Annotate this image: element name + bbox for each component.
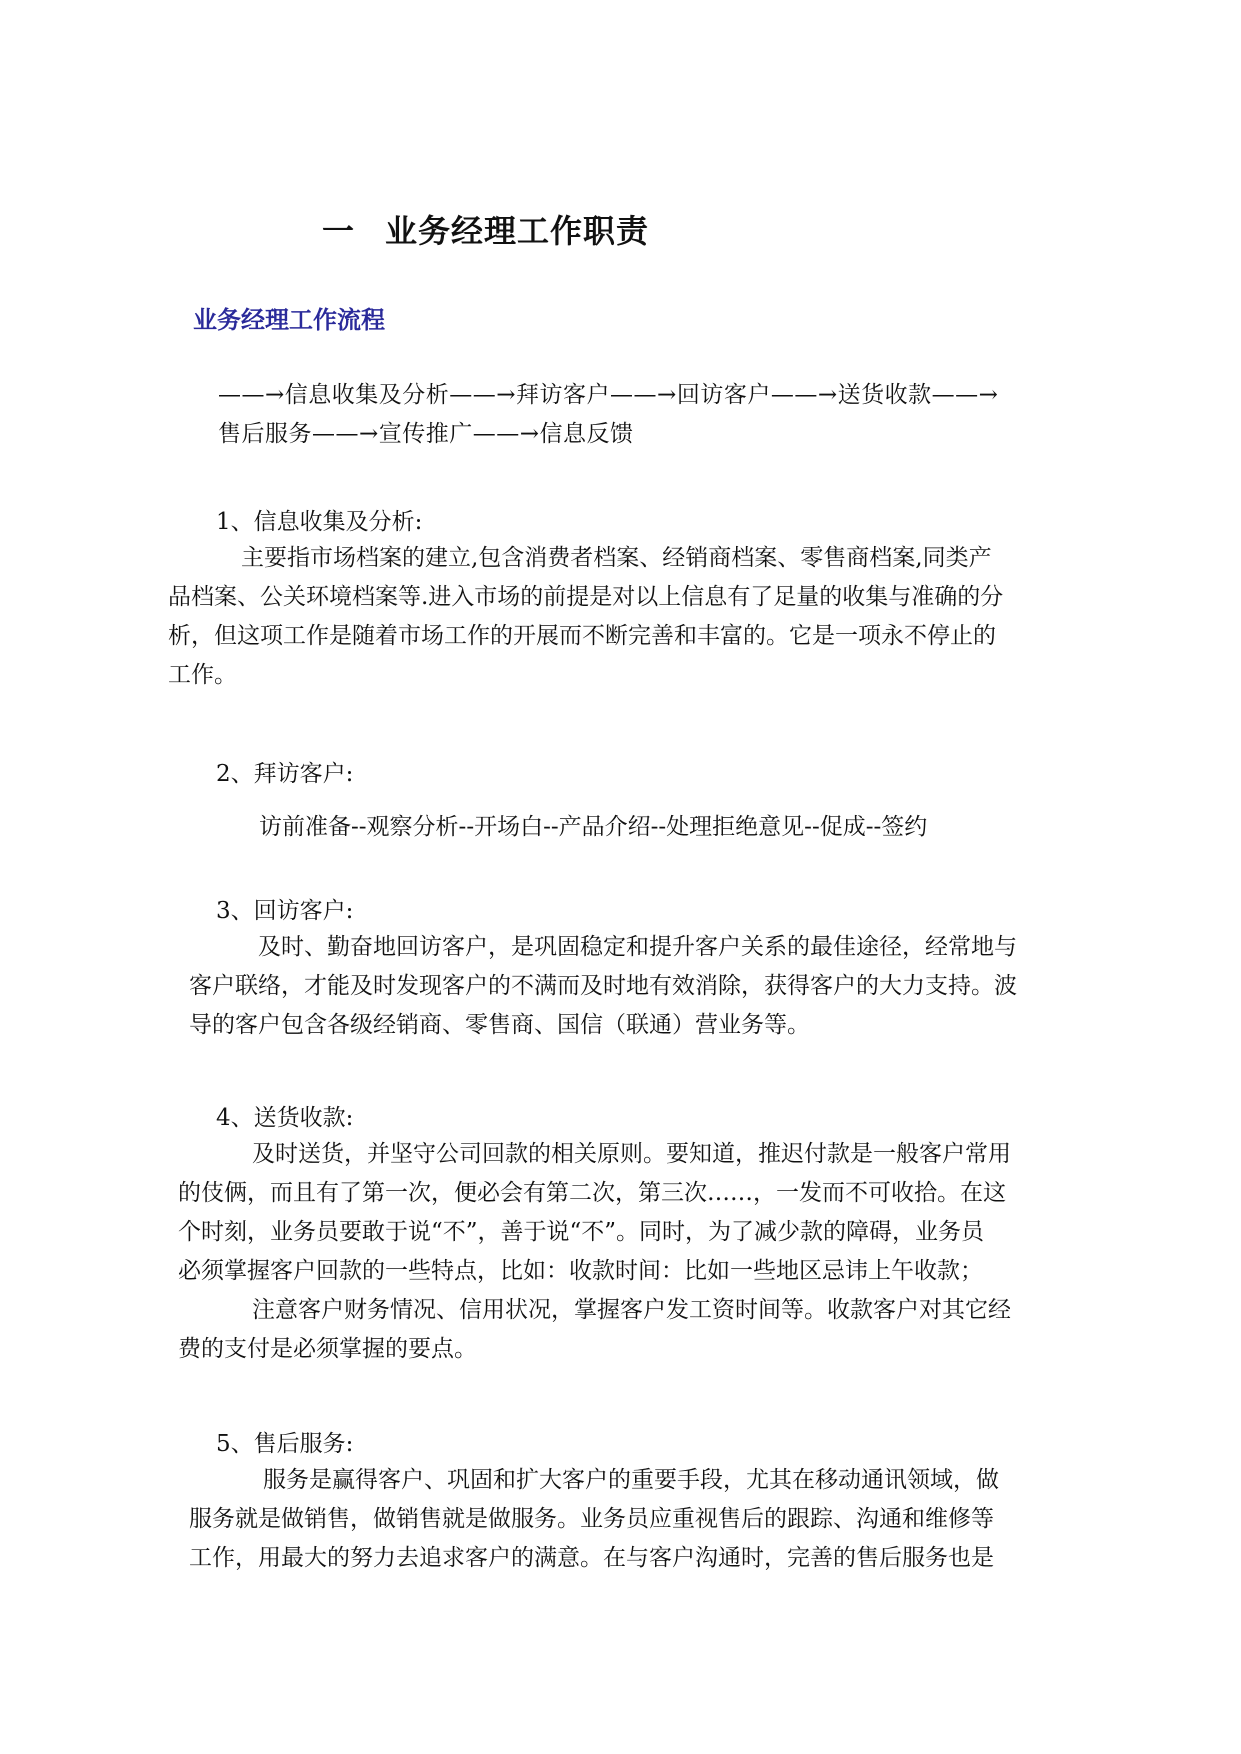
- title-text: 业务经理工作职责: [385, 212, 650, 250]
- section-3-line: 及时、勤奋地回访客户，是巩固稳定和提升客户关系的最佳途径，经常地与: [258, 934, 1017, 960]
- section-4-line: 的伎俩，而且有了第一次，便必会有第二次，第三次……，一发而不可收拾。在这: [178, 1180, 1006, 1206]
- section-5-heading: 5、售后服务:: [216, 1431, 354, 1457]
- section-5-body: [189, 1461, 1081, 1578]
- section-4-line: 个时刻，业务员要敢于说“不”，善于说“不”。同时，为了减少款的障碍，业务员: [178, 1219, 985, 1245]
- section-5-line: 工作，用最大的努力去追求客户的满意。在与客户沟通时，完善的售后服务也是: [189, 1545, 994, 1571]
- section-4-line: 注意客户财务情况、信用状况，掌握客户发工资时间等。收款客户对其它经: [252, 1297, 1011, 1323]
- flow-line-2: 售后服务——→宣传推广——→信息反馈: [218, 421, 634, 447]
- page-title: [322, 206, 649, 252]
- section-5-line: 服务是赢得客户、巩固和扩大客户的重要手段，尤其在移动通讯领域，做: [263, 1467, 999, 1493]
- section-4-body: [178, 1135, 1081, 1369]
- section-1-line: 主要指市场档案的建立,包含消费者档案、经销商档案、零售商档案,同类产: [241, 545, 992, 571]
- section-subtitle: 业务经理工作流程: [193, 306, 385, 334]
- section-4-line: 必须掌握客户回款的一些特点，比如：收款时间：比如一些地区忌讳上午收款；: [178, 1258, 983, 1284]
- section-4-line: 及时送货，并坚守公司回款的相关原则。要知道，推迟付款是一般客户常用: [252, 1141, 1011, 1167]
- title-number: 一: [322, 212, 356, 250]
- section-2-line: 访前准备--观察分析--开场白--产品介绍--处理拒绝意见--促成--签约: [259, 814, 928, 840]
- section-4-heading: 4、送货收款:: [216, 1105, 354, 1131]
- section-1-heading: 1、信息收集及分析:: [216, 509, 423, 535]
- flow-line-1: ——→信息收集及分析——→拜访客户——→回访客户——→送货收款——→: [218, 382, 999, 408]
- section-3-heading: 3、回访客户:: [216, 898, 354, 924]
- section-1-line: 工作。: [168, 662, 237, 688]
- section-4-line: 费的支付是必须掌握的要点。: [178, 1336, 477, 1362]
- section-3-line: 客户联络，才能及时发现客户的不满而及时地有效消除，获得客户的大力支持。波: [189, 973, 1017, 999]
- section-3-line: 导的客户包含各级经销商、零售商、国信（联通）营业务等。: [189, 1012, 810, 1038]
- section-2-heading: 2、拜访客户:: [216, 761, 354, 787]
- section-1-line: 品档案、公关环境档案等.进入市场的前提是对以上信息有了足量的收集与准确的分: [168, 584, 1004, 610]
- section-1-body: [168, 539, 1081, 695]
- section-1-line: 析，但这项工作是随着市场工作的开展而不断完善和丰富的。它是一项永不停止的: [168, 623, 996, 649]
- section-3-body: [189, 928, 1081, 1045]
- section-5-line: 服务就是做销售，做销售就是做服务。业务员应重视售后的跟踪、沟通和维修等: [189, 1506, 994, 1532]
